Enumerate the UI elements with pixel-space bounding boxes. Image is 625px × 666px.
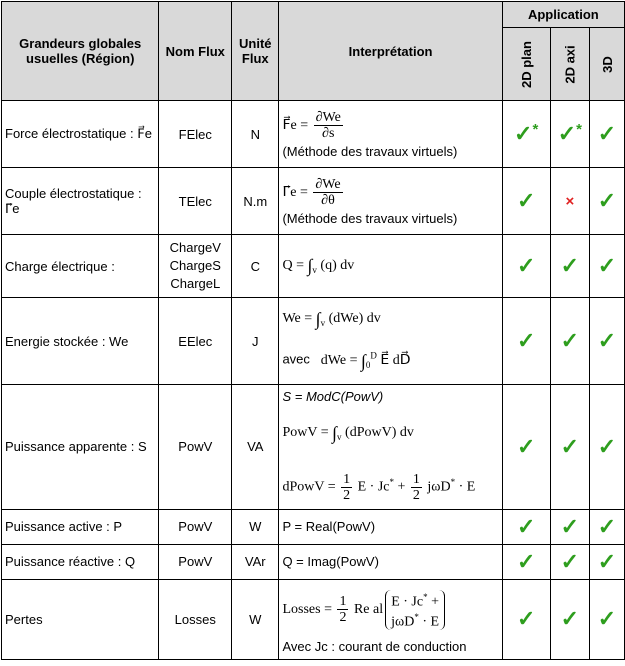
app-2d-plan-mark: ✓ [502, 509, 550, 544]
app-2d-axi-mark: ✓ [550, 579, 589, 659]
quantity-cell: Couple électrostatique : Γ⃗e [2, 168, 159, 235]
quantity-cell: Puissance active : P [2, 509, 159, 544]
app-3d-mark: ✓ [589, 509, 624, 544]
global-quantities-table [1, 1, 625, 660]
header-2d-axi: 2D axi [550, 28, 589, 101]
interpretation-cell: S = ModC(PowV) PowV = $\int_v$ (dPowV) dv dPowV = $\frac{1}{2}$ E · Jc* + $\frac{1}{2}$ jωD* · E [279, 385, 502, 510]
table-row [2, 544, 625, 579]
app-3d-mark: ✓ [589, 579, 624, 659]
interpretation-cell: F⃗e = $\frac{\partial We}{\partial s}$ (Méthode des travaux virtuels) [279, 101, 502, 168]
interp-note: (Méthode des travaux virtuels) [282, 210, 458, 226]
flux-cell: FElec [159, 101, 232, 168]
unit-cell: VAr [232, 544, 279, 579]
quantity-cell: Puissance réactive : Q [2, 544, 159, 579]
flux-cell: EElec [159, 298, 232, 385]
unit-cell: C [232, 235, 279, 298]
interpretation-cell: P = Real(PowV) [279, 509, 502, 544]
interpretation-cell: Γ⃗e = $\frac{\partial We}{\partial\theta}$ (Méthode des travaux virtuels) [279, 168, 502, 235]
quantity-cell: Puissance apparente : S [2, 385, 159, 510]
flux-cell: PowV [159, 544, 232, 579]
app-3d-mark: ✓ [589, 101, 624, 168]
quantity-cell: Charge électrique : [2, 235, 159, 298]
flux-cell: ChargeV ChargeS ChargeL [159, 235, 232, 298]
table-row [2, 509, 625, 544]
header-unit: Unité Flux [232, 2, 279, 101]
table-row [2, 168, 625, 235]
app-3d-mark: ✓ [589, 298, 624, 385]
app-2d-axi-mark: × [550, 168, 589, 235]
header-2d-plan: 2D plan [502, 28, 550, 101]
table-row [2, 298, 625, 385]
app-3d-mark: ✓ [589, 385, 624, 510]
unit-cell: W [232, 509, 279, 544]
flux-cell: PowV [159, 509, 232, 544]
app-3d-mark: ✓ [589, 235, 624, 298]
header-interpretation: Interprétation [279, 2, 502, 101]
app-2d-axi-mark: ✓ [550, 509, 589, 544]
table-row [2, 235, 625, 298]
interpretation-cell: $We = \int_v$ (dWe) dv avec dWe = $\int_0^D$ E⃗ dD⃗ [279, 298, 502, 385]
app-2d-axi-mark: ✓* [550, 101, 589, 168]
interp-note: (Méthode des travaux virtuels) [282, 143, 458, 159]
unit-cell: N.m [232, 168, 279, 235]
table-row [2, 579, 625, 659]
app-2d-plan-mark: ✓ [502, 298, 550, 385]
app-3d-mark: ✓ [589, 544, 624, 579]
unit-cell: W [232, 579, 279, 659]
app-2d-plan-mark: ✓ [502, 544, 550, 579]
interpretation-cell: Losses = $\frac{1}{2}$ Re al E · Jc* + jωD* · E Avec Jc : courant de conduction [279, 579, 502, 659]
quantity-cell: Pertes [2, 579, 159, 659]
header-3d: 3D [589, 28, 624, 101]
flux-cell: TElec [159, 168, 232, 235]
app-2d-axi-mark: ✓ [550, 298, 589, 385]
header-quantity: Grandeurs globales usuelles (Région) [2, 2, 159, 101]
app-2d-plan-mark: ✓* [502, 101, 550, 168]
table-row [2, 101, 625, 168]
app-2d-axi-mark: ✓ [550, 385, 589, 510]
quantity-cell: Energie stockée : We [2, 298, 159, 385]
app-2d-plan-mark: ✓ [502, 235, 550, 298]
app-2d-axi-mark: ✓ [550, 544, 589, 579]
app-2d-plan-mark: ✓ [502, 385, 550, 510]
unit-cell: N [232, 101, 279, 168]
unit-cell: J [232, 298, 279, 385]
header-flux-name: Nom Flux [159, 2, 232, 101]
app-3d-mark: ✓ [589, 168, 624, 235]
interpretation-cell: Q = Imag(PowV) [279, 544, 502, 579]
flux-cell: PowV [159, 385, 232, 510]
table-row [2, 385, 625, 510]
app-2d-plan-mark: ✓ [502, 168, 550, 235]
interp-note: Avec Jc : courant de conduction [282, 639, 467, 655]
interpretation-cell: $Q = \int_v$ (q) dv [279, 235, 502, 298]
header-application: Application [502, 2, 624, 28]
quantity-cell: Force électrostatique : F⃗e [2, 101, 159, 168]
app-2d-plan-mark: ✓ [502, 579, 550, 659]
flux-cell: Losses [159, 579, 232, 659]
unit-cell: VA [232, 385, 279, 510]
app-2d-axi-mark: ✓ [550, 235, 589, 298]
